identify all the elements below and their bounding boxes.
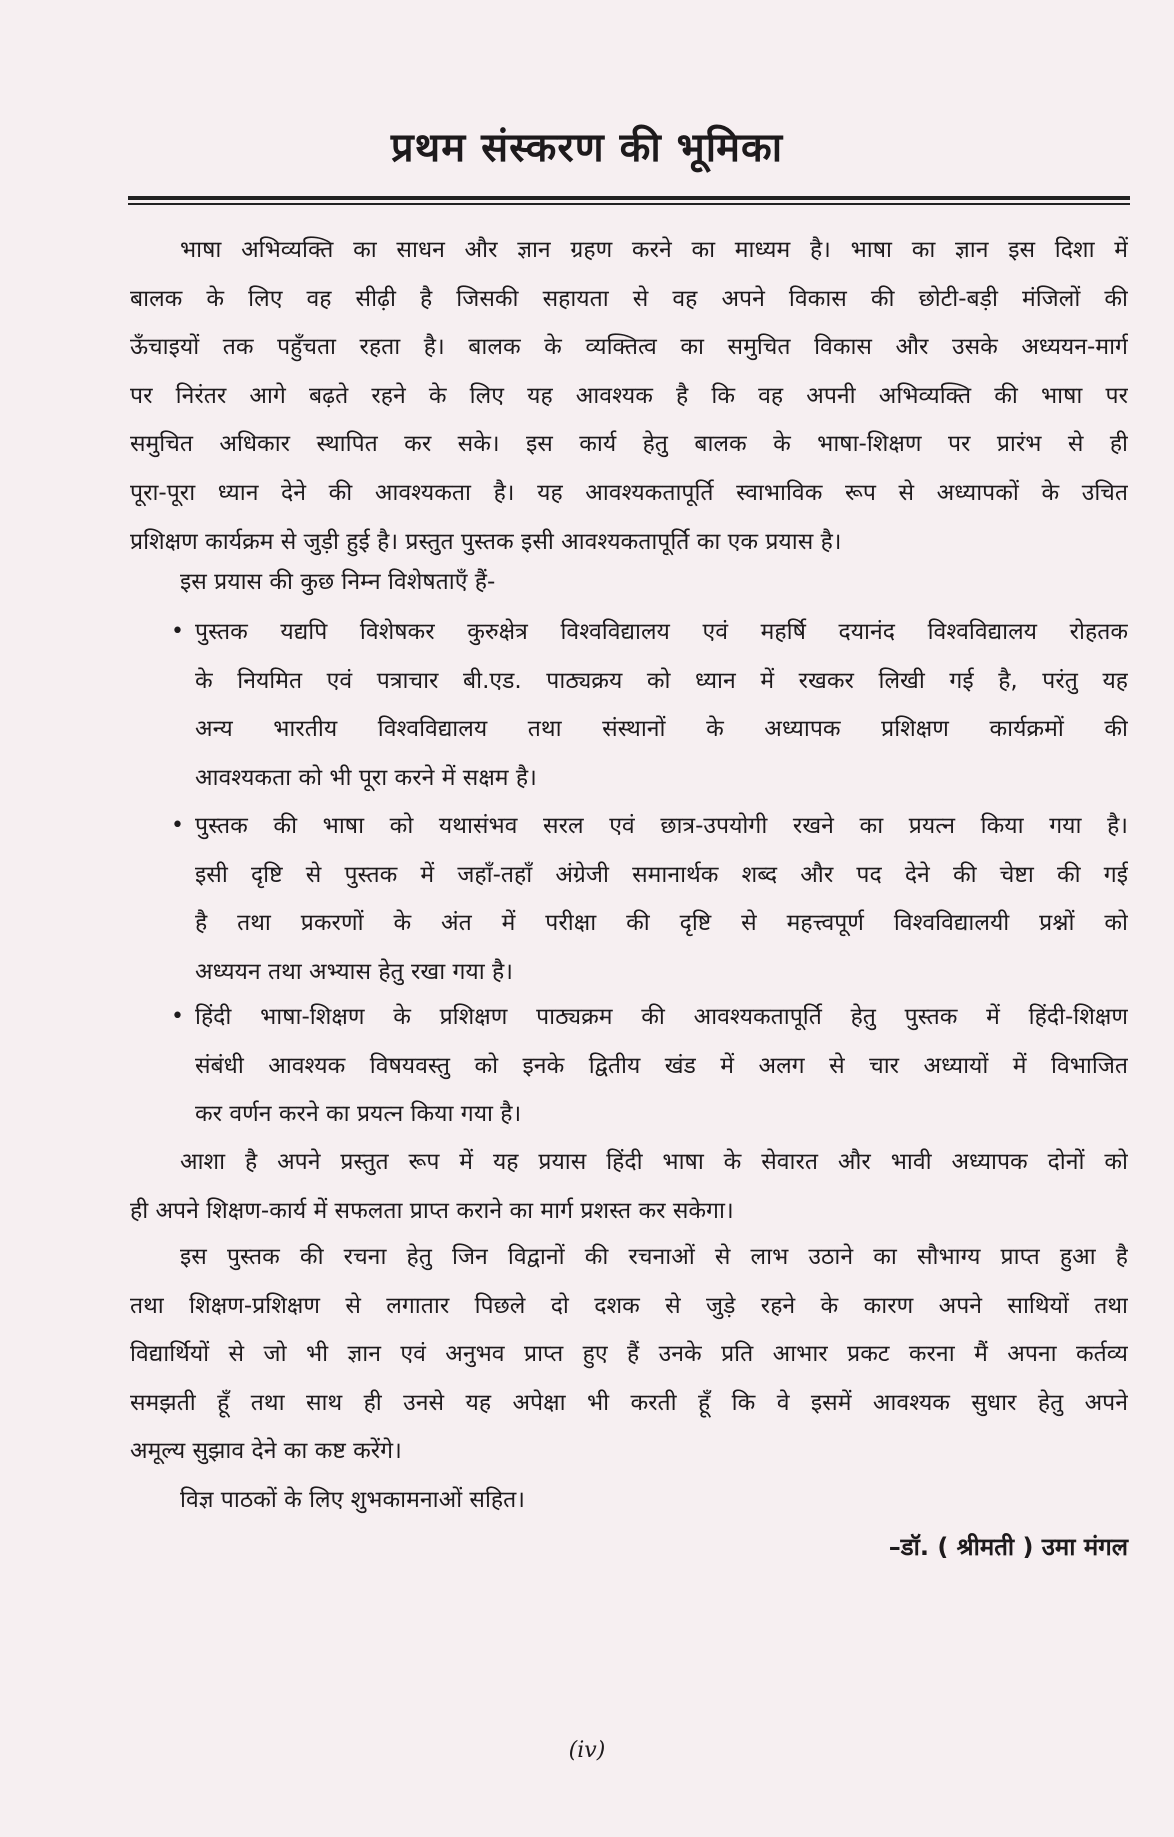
text-line: पुस्तक की भाषा को यथासंभव सरल एवं छात्र-उपयोगी रखने का प्रयत्न किया गया है। xyxy=(195,813,1128,839)
text-line: के नियमित एवं पत्राचार बी.एड. पाठ्यक्रय को ध्यान में रखकर लिखी गई है, परंतु यह xyxy=(195,667,1128,694)
page-number: (iv) xyxy=(568,1738,606,1763)
text-line: बालक के लिए वह सीढ़ी है जिसकी सहायता से वह अपने विकास की छोटी-बड़ी मंजिलों की xyxy=(130,285,1128,312)
text-line: है तथा प्रकरणों के अंत में परीक्षा की दृष्टि से महत्त्वपूर्ण विश्वविद्यालयी प्रश्नों को xyxy=(195,910,1128,937)
title-rule-thick xyxy=(128,196,1130,200)
text-line: अमूल्य सुझाव देने का कष्ट करेंगे। xyxy=(130,1438,402,1465)
text-line: आशा है अपने प्रस्तुत रूप में यह प्रयास हिंदी भाषा के सेवारत और भावी अध्यापक दोनों को xyxy=(180,1149,1128,1175)
text-line: इस पुस्तक की रचना हेतु जिन विद्वानों की रचनाओं से लाभ उठाने का सौभाग्य प्राप्त हुआ है xyxy=(180,1244,1128,1270)
text-line: विद्यार्थियों से जो भी ज्ञान एवं अनुभव प्राप्त हुए हैं उनके प्रति आभार प्रकट करना मैं अपना कर्तव्य xyxy=(130,1341,1128,1368)
author-signature: –डॉ. ( श्रीमती ) उमा मंगल xyxy=(888,1533,1128,1561)
text-line: कर वर्णन करने का प्रयत्न किया गया है। xyxy=(195,1101,522,1128)
text-line: इस प्रयास की कुछ निम्न विशेषताएँ हैं- xyxy=(180,569,496,595)
text-line: आवश्यकता को भी पूरा करने में सक्षम है। xyxy=(195,764,537,791)
page-title: प्रथम संस्करण की भूमिका xyxy=(390,125,784,171)
title-rule-thin xyxy=(128,203,1130,205)
paragraph-2 xyxy=(130,1138,1128,1235)
text-line: तथा शिक्षण-प्रशिक्षण से लगातार पिछले दो दशक से जुड़े रहने के कारण अपने साथियों तथा xyxy=(130,1292,1128,1319)
closing xyxy=(130,1476,1128,1525)
paragraph-1 xyxy=(130,226,1128,566)
bullet-item-3 xyxy=(171,993,1128,1139)
text-line: हिंदी भाषा-शिक्षण के प्रशिक्षण पाठ्यक्रम की आवश्यकतापूर्ति हेतु पुस्तक में हिंदी-शिक्षण xyxy=(195,1004,1128,1030)
bullet-item-1 xyxy=(171,608,1128,802)
text-line: विज्ञ पाठकों के लिए शुभकामनाओं सहित। xyxy=(180,1487,525,1513)
text-line: पर निरंतर आगे बढ़ते रहने के लिए यह आवश्यक है कि वह अपनी अभिव्यक्ति की भाषा पर xyxy=(130,382,1128,409)
text-line: ऊँचाइयों तक पहुँचता रहता है। बालक के व्यक्तित्व का समुचित विकास और उसके अध्ययन-मार्ग xyxy=(130,334,1128,361)
text-line: समुचित अधिकार स्थापित कर सके। इस कार्य हेतु बालक के भाषा-शिक्षण पर प्रारंभ से ही xyxy=(130,431,1128,458)
text-line: अन्य भारतीय विश्वविद्यालय तथा संस्थानों के अध्यापक प्रशिक्षण कार्यक्रमों की xyxy=(195,716,1128,743)
text-line: पुस्तक यद्यपि विशेषकर कुरुक्षेत्र विश्वविद्यालय एवं महर्षि दयानंद विश्वविद्यालय रोहतक xyxy=(195,619,1128,645)
text-line: इसी दृष्टि से पुस्तक में जहाँ-तहाँ अंग्रेजी समानार्थक शब्द और पद देने की चेष्टा की गई xyxy=(195,861,1128,888)
text-line: समझती हूँ तथा साथ ही उनसे यह अपेक्षा भी करती हूँ कि वे इसमें आवश्यक सुधार हेतु अपने xyxy=(130,1389,1128,1416)
text-line: भाषा अभिव्यक्ति का साधन और ज्ञान ग्रहण करने का माध्यम है। भाषा का ज्ञान इस दिशा में xyxy=(180,237,1128,263)
bullet-item-2 xyxy=(171,802,1128,996)
bullet-icon: • xyxy=(171,1004,184,1029)
features-intro xyxy=(130,558,1128,607)
text-line: अध्ययन तथा अभ्यास हेतु रखा गया है। xyxy=(195,958,513,985)
text-line: प्रशिक्षण कार्यक्रम से जुड़ी हुई है। प्रस्तुत पुस्तक इसी आवश्यकतापूर्ति का एक प्रयास है। xyxy=(130,528,842,555)
text-line: संबंधी आवश्यक विषयवस्तु को इनके द्वितीय खंड में अलग से चार अध्यायों में विभाजित xyxy=(195,1052,1128,1079)
bullet-icon: • xyxy=(171,619,184,644)
text-line: पूरा-पूरा ध्यान देने की आवश्यकता है। यह आवश्यकतापूर्ति स्वाभाविक रूप से अध्यापकों के उचित xyxy=(130,479,1128,506)
paragraph-3 xyxy=(130,1233,1128,1476)
bullet-icon: • xyxy=(171,813,184,838)
text-line: ही अपने शिक्षण-कार्य में सफलता प्राप्त कराने का मार्ग प्रशस्त कर सकेगा। xyxy=(130,1197,734,1224)
